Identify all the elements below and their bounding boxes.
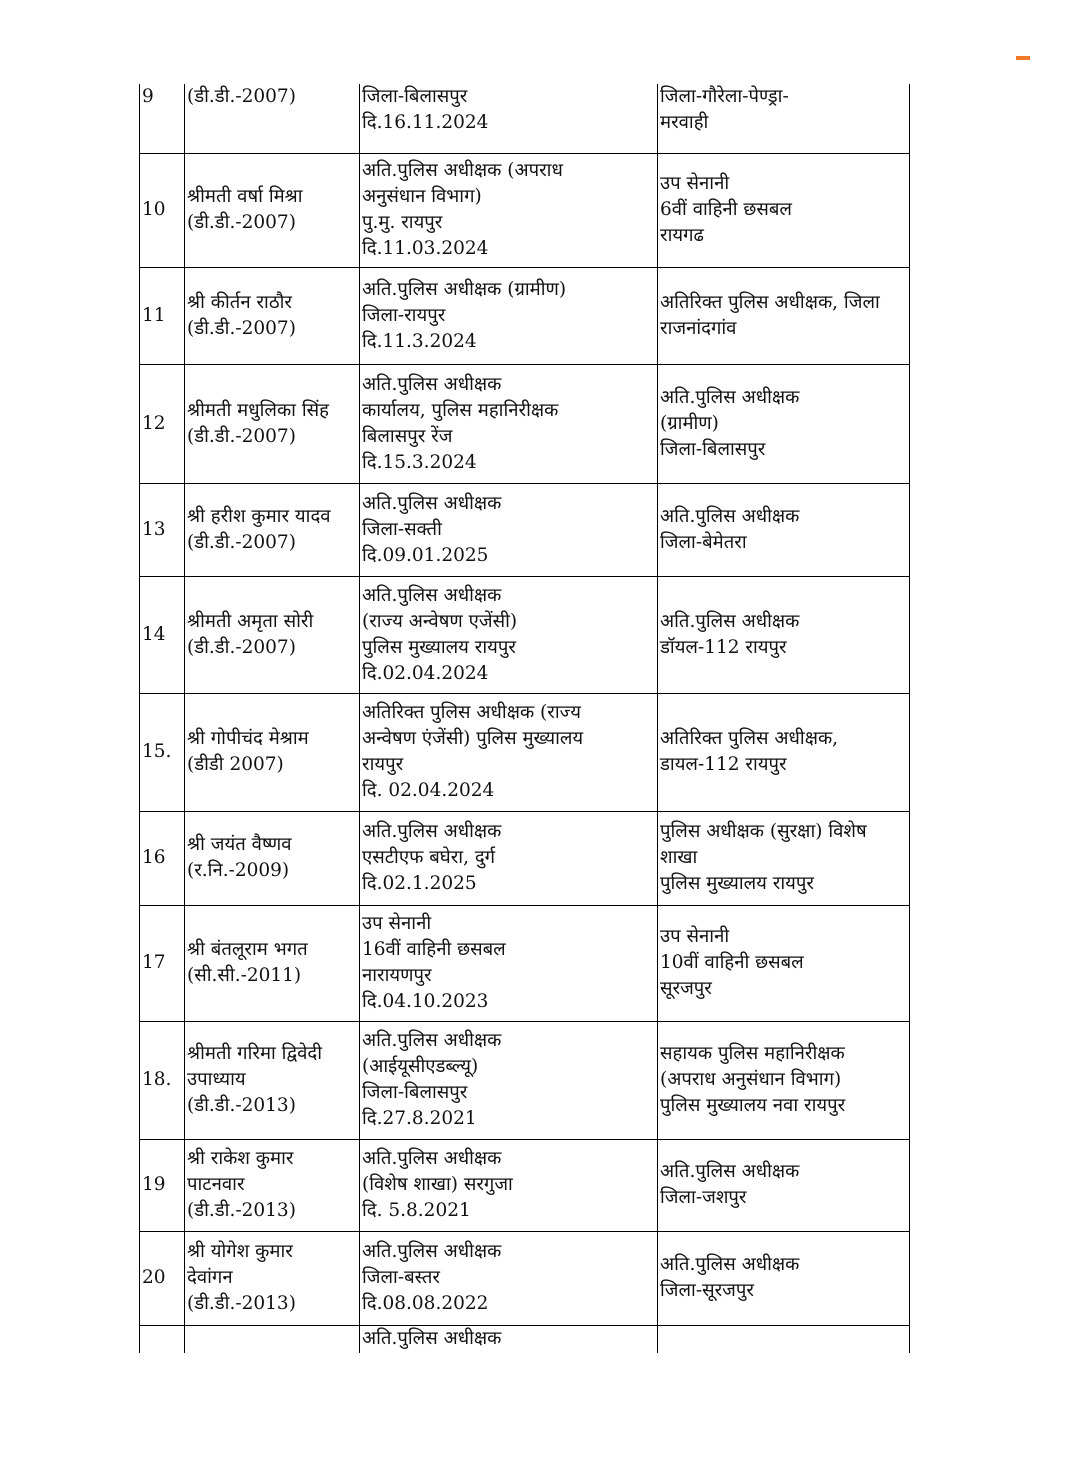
cell-line: पुलिस मुख्यालय रायपुर bbox=[660, 873, 814, 894]
officer-name-cell bbox=[185, 153, 360, 267]
officer-name-cell bbox=[185, 84, 360, 153]
cell-line: पुलिस मुख्यालय रायपुर bbox=[362, 636, 516, 658]
cell-line: अतिरिक्त पुलिस अधीक्षक (राज्य bbox=[362, 702, 581, 723]
cell-line: दि.09.01.2025 bbox=[362, 544, 489, 566]
serial-number-cell: 20 bbox=[140, 1231, 185, 1325]
cell-line: अति.पुलिस अधीक्षक bbox=[362, 373, 502, 395]
serial-number-cell: 17 bbox=[140, 905, 185, 1021]
current-posting-cell bbox=[360, 1325, 658, 1353]
cell-line: श्री योगेश कुमार bbox=[187, 1241, 293, 1262]
new-posting-cell bbox=[658, 1139, 910, 1231]
cell-line: (डी.डी.-2007) bbox=[187, 636, 296, 658]
serial-number-cell: 13 bbox=[140, 483, 185, 576]
cell-line: जिला-बेमेतरा bbox=[660, 531, 747, 553]
cell-line: अति.पुलिस अधीक्षक (अपराध bbox=[362, 160, 563, 181]
table-row bbox=[140, 1231, 910, 1325]
cell-line: राजनांदगांव bbox=[660, 317, 737, 339]
serial-number-cell: 15. bbox=[140, 693, 185, 811]
cell-line: श्रीमती अमृता सोरी bbox=[187, 610, 314, 632]
new-posting-cell bbox=[658, 905, 910, 1021]
table-row bbox=[140, 364, 910, 483]
new-posting-cell bbox=[658, 693, 910, 811]
cell-line: (विशेष शाखा) सरगुजा bbox=[362, 1174, 513, 1195]
current-posting-cell bbox=[360, 1021, 658, 1139]
cell-line: डायल-112 रायपुर bbox=[660, 754, 787, 775]
new-posting-cell bbox=[658, 84, 910, 153]
officer-name-cell bbox=[185, 1325, 360, 1353]
table-body bbox=[140, 84, 910, 1353]
table-row bbox=[140, 1021, 910, 1139]
officer-name-cell bbox=[185, 905, 360, 1021]
cell-line: जिला-सूरजपुर bbox=[660, 1280, 754, 1301]
cell-line: पुलिस मुख्यालय नवा रायपुर bbox=[660, 1095, 846, 1116]
cell-line: जिला-बिलासपुर bbox=[362, 86, 468, 107]
cell-line: (डी.डी.-2007) bbox=[187, 531, 296, 553]
cell-line: अति.पुलिस अधीक्षक bbox=[362, 1327, 502, 1349]
current-posting-cell bbox=[360, 576, 658, 693]
cell-line: मरवाही bbox=[660, 112, 709, 133]
cell-line: (अपराध अनुसंधान विभाग) bbox=[660, 1069, 842, 1090]
officer-name-cell bbox=[185, 364, 360, 483]
officer-name-cell bbox=[185, 811, 360, 905]
cell-line: अति.पुलिस अधीक्षक (ग्रामीण) bbox=[362, 278, 567, 300]
table-row bbox=[140, 1325, 910, 1353]
current-posting-cell bbox=[360, 1139, 658, 1231]
cell-line: जिला-बिलासपुर bbox=[362, 1082, 468, 1103]
cell-line: अति.पुलिस अधीक्षक bbox=[660, 505, 800, 527]
cell-line: दि. 5.8.2021 bbox=[362, 1200, 471, 1221]
new-posting-cell bbox=[658, 811, 910, 905]
cell-line: अन्वेषण एंजेंसी) पुलिस मुख्यालय bbox=[362, 728, 584, 749]
new-posting-cell bbox=[658, 576, 910, 693]
cell-line: दि.02.1.2025 bbox=[362, 873, 477, 894]
cell-line: (डीडी 2007) bbox=[187, 754, 284, 775]
cell-line: श्री राकेश कुमार bbox=[187, 1148, 294, 1169]
cell-line: श्रीमती मधुलिका सिंह bbox=[187, 399, 329, 421]
cell-line: (आईयूसीएडब्ल्यू) bbox=[362, 1056, 479, 1077]
cell-line: दि.27.8.2021 bbox=[362, 1108, 477, 1129]
cell-line: श्रीमती वर्षा मिश्रा bbox=[187, 186, 303, 207]
table-row bbox=[140, 1139, 910, 1231]
cell-line: अति.पुलिस अधीक्षक bbox=[362, 1148, 502, 1169]
cell-line: (डी.डी.-2007) bbox=[187, 86, 296, 107]
cell-line: श्री जयंत वैष्णव bbox=[187, 834, 292, 855]
serial-number-cell: 16 bbox=[140, 811, 185, 905]
cell-line: अति.पुलिस अधीक्षक bbox=[362, 821, 502, 842]
cell-line: रायपुर bbox=[362, 754, 404, 775]
new-posting-cell bbox=[658, 364, 910, 483]
table-row bbox=[140, 811, 910, 905]
current-posting-cell bbox=[360, 153, 658, 267]
cell-line: दि.15.3.2024 bbox=[362, 451, 477, 473]
cell-line: पाटनवार bbox=[187, 1174, 245, 1195]
new-posting-cell bbox=[658, 483, 910, 576]
cell-line: (डी.डी.-2007) bbox=[187, 317, 296, 339]
cell-line: 6वीं वाहिनी छसबल bbox=[660, 199, 792, 220]
cell-line: बिलासपुर रेंज bbox=[362, 425, 453, 447]
table-row bbox=[140, 905, 910, 1021]
officer-name-cell bbox=[185, 267, 360, 364]
officer-name-cell bbox=[185, 1021, 360, 1139]
cell-line: जिला-जशपुर bbox=[660, 1187, 747, 1208]
cell-line: सहायक पुलिस महानिरीक्षक bbox=[660, 1043, 845, 1064]
new-posting-cell bbox=[658, 267, 910, 364]
cell-line: जिला-सक्ती bbox=[362, 518, 442, 540]
cell-line: (डी.डी.-2013) bbox=[187, 1200, 296, 1221]
cell-line: (डी.डी.-2013) bbox=[187, 1293, 296, 1314]
cell-line: अति.पुलिस अधीक्षक bbox=[660, 1161, 800, 1182]
cell-line: जिला-बिलासपुर bbox=[660, 438, 766, 460]
new-posting-cell bbox=[658, 1021, 910, 1139]
serial-number-cell: 14 bbox=[140, 576, 185, 693]
cell-line: अतिरिक्त पुलिस अधीक्षक, bbox=[660, 728, 839, 749]
serial-number-cell: 11 bbox=[140, 267, 185, 364]
cell-line: जिला-रायपुर bbox=[362, 304, 446, 326]
officer-name-cell bbox=[185, 1139, 360, 1231]
current-posting-cell bbox=[360, 1231, 658, 1325]
current-posting-cell bbox=[360, 483, 658, 576]
cell-line: अति.पुलिस अधीक्षक bbox=[660, 610, 800, 632]
officer-name-cell bbox=[185, 1231, 360, 1325]
cell-line: (डी.डी.-2007) bbox=[187, 212, 296, 233]
officer-name-cell bbox=[185, 693, 360, 811]
new-posting-cell bbox=[658, 1325, 910, 1353]
cell-line: उप सेनानी bbox=[660, 926, 730, 947]
cell-line: कार्यालय, पुलिस महानिरीक्षक bbox=[362, 399, 559, 421]
table-row bbox=[140, 153, 910, 267]
cell-line: डॉयल-112 रायपुर bbox=[660, 636, 787, 658]
serial-number-cell: 19 bbox=[140, 1139, 185, 1231]
cell-line: शाखा bbox=[660, 847, 698, 868]
cell-line: रायगढ bbox=[660, 225, 704, 246]
cell-line: श्री गोपीचंद मेश्राम bbox=[187, 728, 309, 749]
cell-line: (राज्य अन्वेषण एजेंसी) bbox=[362, 610, 518, 632]
table-row bbox=[140, 576, 910, 693]
cell-line: श्रीमती गरिमा द्विवेदी bbox=[187, 1043, 323, 1064]
current-posting-cell bbox=[360, 84, 658, 153]
serial-number-cell: 9 bbox=[140, 84, 185, 153]
cell-line: दि.11.03.2024 bbox=[362, 238, 489, 259]
cell-line: अनुसंधान विभाग) bbox=[362, 186, 482, 207]
cell-line: अति.पुलिस अधीक्षक bbox=[362, 584, 502, 606]
cell-line: अति.पुलिस अधीक्षक bbox=[362, 1241, 502, 1262]
new-posting-cell bbox=[658, 153, 910, 267]
cell-line: अति.पुलिस अधीक्षक bbox=[660, 386, 800, 408]
cell-line: अतिरिक्त पुलिस अधीक्षक, जिला bbox=[660, 291, 880, 313]
cell-line: (र.नि.-2009) bbox=[187, 860, 290, 881]
cell-line: दि.04.10.2023 bbox=[362, 991, 489, 1012]
cell-line: 10वीं वाहिनी छसबल bbox=[660, 952, 804, 973]
table-row bbox=[140, 267, 910, 364]
current-posting-cell bbox=[360, 693, 658, 811]
cell-line: दि. 02.04.2024 bbox=[362, 780, 495, 801]
cell-line: देवांगन bbox=[187, 1267, 233, 1288]
cell-line: दि.16.11.2024 bbox=[362, 112, 489, 133]
cell-line: उप सेनानी bbox=[660, 173, 730, 194]
cell-line: अति.पुलिस अधीक्षक bbox=[362, 1030, 502, 1051]
cell-line: सूरजपुर bbox=[660, 978, 712, 999]
cell-line: जिला-बस्तर bbox=[362, 1267, 440, 1288]
cell-line: पुलिस अधीक्षक (सुरक्षा) विशेष bbox=[660, 821, 867, 842]
cell-line: (डी.डी.-2013) bbox=[187, 1095, 296, 1116]
cell-line: (ग्रामीण) bbox=[660, 412, 719, 434]
cell-line: दि.11.3.2024 bbox=[362, 330, 477, 352]
cell-line: उपाध्याय bbox=[187, 1069, 246, 1090]
cell-line: (डी.डी.-2007) bbox=[187, 425, 296, 447]
cell-line: नारायणपुर bbox=[362, 965, 432, 986]
cell-line: पु.मु. रायपुर bbox=[362, 212, 443, 233]
cell-line: दि.08.08.2022 bbox=[362, 1293, 489, 1314]
serial-number-cell: 12 bbox=[140, 364, 185, 483]
officer-name-cell bbox=[185, 483, 360, 576]
current-posting-cell bbox=[360, 905, 658, 1021]
cell-line: उप सेनानी bbox=[362, 913, 432, 934]
current-posting-cell bbox=[360, 267, 658, 364]
new-posting-cell bbox=[658, 1231, 910, 1325]
current-posting-cell bbox=[360, 811, 658, 905]
cell-line: दि.02.04.2024 bbox=[362, 662, 489, 684]
cell-line: श्री कीर्तन राठौर bbox=[187, 291, 292, 313]
serial-number-cell: 10 bbox=[140, 153, 185, 267]
table-row bbox=[140, 483, 910, 576]
officer-transfer-table bbox=[139, 84, 910, 1353]
cell-line: (सी.सी.-2011) bbox=[187, 965, 302, 986]
table-row bbox=[140, 693, 910, 811]
orange-corner-mark bbox=[1016, 56, 1030, 60]
cell-line: श्री बंतलूराम भगत bbox=[187, 939, 308, 960]
cell-line: अति.पुलिस अधीक्षक bbox=[362, 492, 502, 514]
table-row bbox=[140, 84, 910, 153]
serial-number-cell: 18. bbox=[140, 1021, 185, 1139]
cell-line: अति.पुलिस अधीक्षक bbox=[660, 1254, 800, 1275]
cell-line: श्री हरीश कुमार यादव bbox=[187, 505, 331, 527]
cell-line: जिला-गौरेला-पेण्ड्रा- bbox=[660, 86, 789, 107]
current-posting-cell bbox=[360, 364, 658, 483]
serial-number-cell bbox=[140, 1325, 185, 1353]
cell-line: 16वीं वाहिनी छसबल bbox=[362, 939, 506, 960]
cell-line: एसटीएफ बघेरा, दुर्ग bbox=[362, 847, 496, 868]
officer-name-cell bbox=[185, 576, 360, 693]
